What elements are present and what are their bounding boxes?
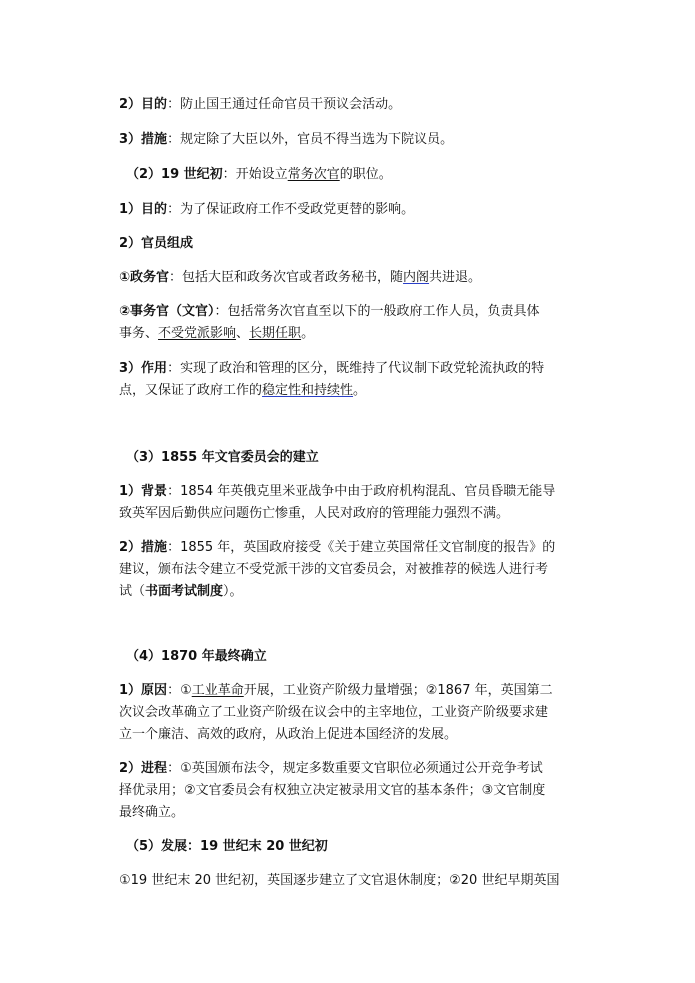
text-segment: 目的	[141, 97, 168, 112]
text-segment: 共进退。	[429, 270, 482, 285]
text-segment: 书面考试制度	[145, 584, 224, 599]
text-line	[119, 537, 581, 559]
text-segment: 次议会改革确立了工业资产阶级在议会中的主宰地位，工业资产阶级要求建	[119, 705, 549, 720]
text-segment: 开展，工业资产阶级力量增强；②1867 年，英国第二	[243, 683, 553, 698]
text-segment: 建议，颁布法令建立不受党派干涉的文官委员会，对被推荐的候选人进行考	[119, 562, 549, 577]
text-segment: ：规定除了大臣以外，官员不得当选为下院议员。	[167, 132, 454, 147]
text-segment: 2）	[119, 97, 142, 112]
text-segment: ①19 世纪末 20 世纪初，英国逐步建立了文官退休制度；②20 世纪早期英国	[119, 873, 560, 888]
text-line	[119, 702, 581, 724]
text-segment: ：1855 年，英国政府接受《关于建立英国常任文官制度的报告》的	[167, 540, 556, 555]
text-line	[119, 802, 581, 824]
text-segment: ：①英国颁布法令，规定多数重要文官职位必须通过公开竞争考试	[167, 761, 543, 776]
text-segment: 措施	[141, 540, 168, 555]
text-segment: ：实现了政治和管理的区分，既维持了代议制下政党轮流执政的特	[167, 361, 545, 376]
text-line	[119, 680, 581, 702]
text-line	[126, 164, 588, 186]
text-segment: 。	[353, 383, 367, 398]
linked-term[interactable]: 稳定性和持续性	[262, 383, 354, 398]
text-segment: 作用	[141, 361, 168, 376]
text-segment: 3）	[119, 361, 142, 376]
text-segment: （5）发展：19 世纪末 20 世纪初	[126, 839, 328, 854]
text-segment: ）。	[223, 584, 243, 599]
text-line	[119, 780, 581, 802]
text-line	[119, 758, 581, 780]
linked-term[interactable]: 内阁	[403, 270, 430, 285]
text-segment: 进程	[141, 761, 168, 776]
text-segment: ：包括常务次官直至以下的一般政府工作人员，负责具体	[214, 304, 540, 319]
text-line	[126, 836, 588, 858]
text-line	[119, 301, 581, 323]
text-line	[119, 481, 581, 503]
text-segment: 3）	[119, 132, 142, 147]
text-segment: （3）1855 年文官委员会的建立	[126, 450, 319, 465]
text-segment: 措施	[141, 132, 168, 147]
text-segment: （4）1870 年最终确立	[126, 649, 267, 664]
text-segment: ②事务官（文官）	[119, 304, 215, 319]
text-segment: 择优录用；②文官委员会有权独立决定被录用文官的基本条件；③文官制度	[119, 783, 546, 798]
text-line	[126, 447, 588, 469]
text-segment: ：①	[167, 683, 192, 698]
text-line	[119, 724, 581, 746]
text-segment: 1）	[119, 484, 142, 499]
text-segment: 点，又保证了政府工作的	[119, 383, 263, 398]
text-line	[119, 358, 581, 380]
text-segment: ：开始设立	[222, 167, 288, 182]
text-line	[119, 233, 581, 255]
text-segment: 2）	[119, 761, 142, 776]
text-segment: 2）官员组成	[119, 236, 194, 251]
text-segment: 的职位。	[339, 167, 392, 182]
text-segment: ：包括大臣和政务次官或者政务秘书，随	[169, 270, 404, 285]
text-line	[119, 581, 581, 603]
text-segment: 原因	[141, 683, 168, 698]
text-line	[119, 94, 581, 116]
text-line	[119, 870, 581, 892]
text-segment: 2）	[119, 540, 142, 555]
text-segment: 背景	[141, 484, 168, 499]
text-segment: 1）	[119, 683, 142, 698]
text-segment: 立一个廉洁、高效的政府，从政治上促进本国经济的发展。	[119, 727, 458, 742]
text-segment: 最终确立。	[119, 805, 185, 820]
underlined-term: 长期任职	[249, 326, 302, 341]
text-segment: 、	[236, 326, 250, 341]
text-line	[119, 380, 581, 402]
text-line	[126, 646, 588, 668]
underlined-term: 不受党派影响	[158, 326, 237, 341]
text-segment: 1）	[119, 202, 142, 217]
text-segment: ：防止国王通过任命官员干预议会活动。	[167, 97, 402, 112]
text-segment: 。	[301, 326, 315, 341]
text-segment: （2）19 世纪初	[126, 167, 223, 182]
underlined-term: 工业革命	[191, 683, 244, 698]
text-segment: 试（	[119, 584, 146, 599]
text-segment: 致英军因后勤供应问题伤亡惨重，人民对政府的管理能力强烈不满。	[119, 506, 510, 521]
underlined-term: 常务次官	[287, 167, 340, 182]
text-line	[119, 503, 581, 525]
text-line	[119, 199, 581, 221]
text-segment: ：1854 年英俄克里米亚战争中由于政府机构混乱、官员昏聩无能导	[167, 484, 556, 499]
text-segment: 目的	[141, 202, 168, 217]
text-line	[119, 559, 581, 581]
text-segment: ：为了保证政府工作不受政党更替的影响。	[167, 202, 415, 217]
text-line	[119, 129, 581, 151]
text-line	[119, 323, 581, 345]
text-segment: ①政务官	[119, 270, 170, 285]
text-line	[119, 267, 581, 289]
text-segment: 事务、	[119, 326, 159, 341]
